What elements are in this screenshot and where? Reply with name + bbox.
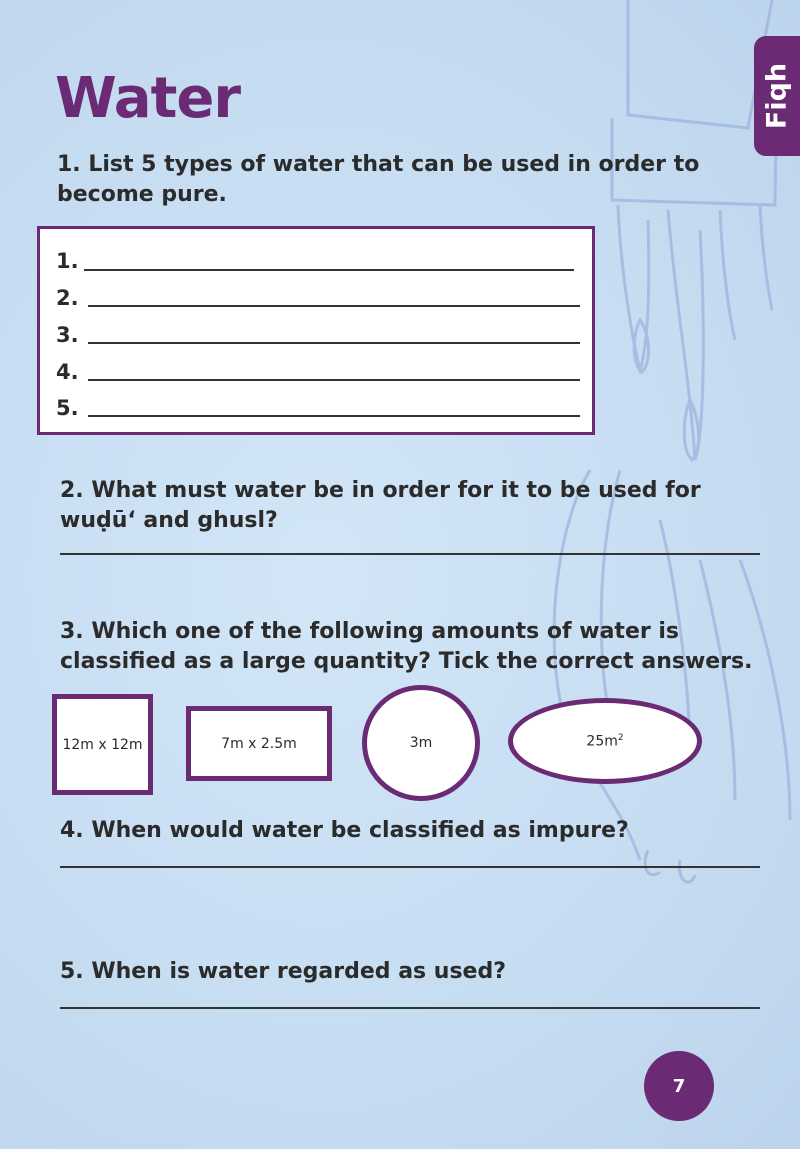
- list-number: 3.: [56, 323, 79, 347]
- option-label: [586, 733, 623, 750]
- option-exponent: 2: [617, 732, 624, 743]
- option-label: 3m: [409, 735, 433, 751]
- list-number: 4.: [56, 360, 79, 384]
- section-tab: [754, 36, 800, 156]
- answer-line-q5[interactable]: [60, 1007, 760, 1009]
- option-3m[interactable]: [362, 685, 480, 801]
- answer-line-3[interactable]: [88, 342, 580, 344]
- answer-line-q4[interactable]: [60, 866, 760, 868]
- question-2: 2. What must water be in order for it to be used for wuḍū‘ and ghusl?: [60, 478, 701, 533]
- question-4: 4. When would water be classified as impure?: [60, 818, 629, 843]
- section-tab-label: Fiqh: [761, 62, 793, 130]
- page-title: Water: [55, 66, 240, 131]
- answer-line-1[interactable]: [84, 269, 574, 271]
- option-label: 7m x 2.5m: [221, 735, 297, 752]
- question-1: 1. List 5 types of water that can be used in order to become pure.: [57, 152, 700, 207]
- list-number: 2.: [56, 286, 79, 310]
- option-value: 25m: [586, 733, 618, 750]
- question-3: 3. Which one of the following amounts of water is classified as a large quantity? Tick the correct answers.: [60, 619, 753, 674]
- question-5: 5. When is water regarded as used?: [60, 959, 506, 984]
- option-12m-x-12m[interactable]: [52, 694, 153, 795]
- list-number: 1.: [56, 249, 79, 273]
- option-7m-x-2-5m[interactable]: [186, 706, 332, 781]
- answer-line-4[interactable]: [88, 379, 580, 381]
- option-25m2[interactable]: [508, 698, 702, 784]
- option-label: 12m x 12m: [62, 736, 143, 753]
- answer-line-5[interactable]: [88, 415, 580, 417]
- page-number: 7: [672, 1075, 686, 1097]
- answer-list-box: [37, 226, 595, 435]
- list-number: 5.: [56, 396, 79, 420]
- page-number-badge: [644, 1051, 714, 1121]
- answer-line-q2[interactable]: [60, 553, 760, 555]
- answer-line-2[interactable]: [88, 305, 580, 307]
